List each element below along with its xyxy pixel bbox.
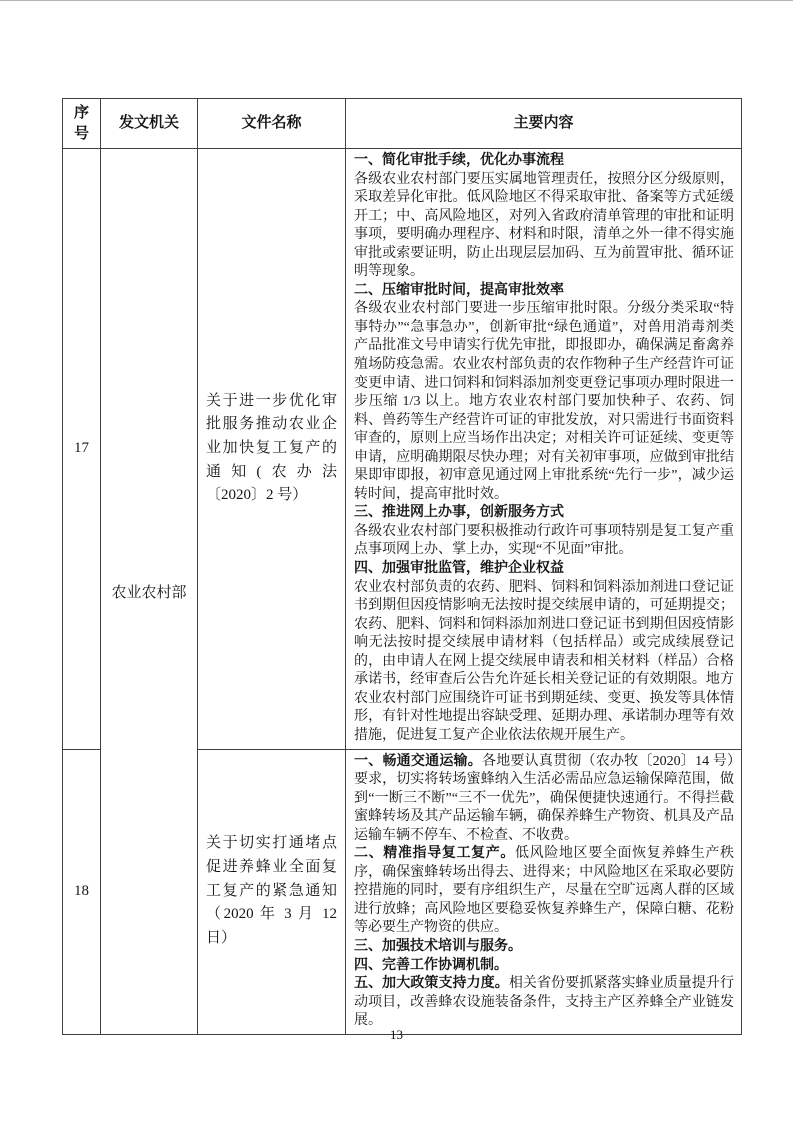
content-paragraph: 农业农村部负责的农药、肥料、饲料和饲料添加剂进口登记证书到期但因疫情影响无法按时提交续展申请的，可延期提交；农药、肥料、饲料和饲料添加剂进口登记证书到期但因疫情影响无法按时提交续展申请材料（包括样品）或完成续展登记的，由申请人在网上提交续展申请表和相关材料（样品）合格承诺书，经审查后公告允许延长相关登记证的有效期限。地方农业农村部门应围绕许可证书到期延续、变更、换发等具体情形，有针对性地提出容缺受理、延期办理、承诺制办理等有效措施，促进复工复产企业依法依规开展生产。 (354, 579, 734, 743)
content-paragraph (354, 957, 734, 976)
column-header-content: 主要内容 (346, 99, 742, 149)
column-header-no: 序号 (63, 99, 101, 149)
table-header-row (63, 99, 742, 149)
content-paragraph: 二、精准指导复工复产。低风险地区要全面恢复养蜂生产秩序，确保蜜蜂转场出得去、进得来；中风险地区在采取必要防控措施的同时，要有序组织生产，尽量在空旷远离人群的区域进行放蜂；高风险地区要稳妥恢复养蜂生产，保障白糖、花粉等必要生产物资的供应。 (354, 846, 735, 936)
main-content (346, 149, 742, 750)
content-paragraph: 一、畅通交通运输。各地要认真贯彻（农办牧〔2020〕14 号）要求，切实将转场蜜蜂纳入生活必需品应急运输保障范围，做到“一断三不断”“三不一优先”，确保便捷快速通行。不得拦截蜜蜂转场及其产品运输车辆，确保养蜂生产物资、机具及产品运输车辆不停车、不检查、不收费。 (354, 753, 735, 843)
column-header-agency: 发文机关 (101, 99, 198, 149)
content-paragraph (354, 152, 734, 171)
content-paragraph (354, 504, 734, 523)
document-name: 关于切实打通堵点促进养蜂业全面复工复产的紧急通知（2020 年 3 月 12 日） (198, 749, 346, 1034)
section-heading: 五、加大政策支持力度。 (354, 976, 509, 992)
table-row (63, 149, 742, 750)
section-heading: 二、精准指导复工复产。 (354, 846, 516, 862)
document-name: 关于进一步优化审批服务推动农业企业加快复工复产的通知(农办法〔2020〕2 号） (198, 149, 346, 750)
content-paragraph (354, 560, 734, 579)
column-header-doc-name: 文件名称 (198, 99, 346, 149)
issuing-agency: 农业农村部 (101, 149, 198, 1035)
section-heading: 三、推进网上办事，创新服务方式 (354, 505, 564, 521)
row-number: 17 (63, 149, 101, 750)
content-paragraph: 各级农业农村部门要进一步压缩审批时限。分级分类采取“特事特办”“急事急办”，创新审批“绿色通道”，对兽用消毒剂类产品批准文号申请实行优先审批，即报即办，确保满足畜禽养殖场防疫急需。农业农村部负责的农作物种子生产经营许可证变更申请、进口饲料和饲料添加剂变更登记事项办理时限进一步压缩 1/3 以上。地方农业农村部门要加快种子、农药、饲料、兽药等生产经营许可证的审批发放，对只需进行书面资料审查的，原则上应当场作出决定；对相关许可证延续、变更等申请，应明确期限尽快办理；对有关初审事项，应做到审批结果即审即报，初审意见通过网上审批系统“先行一步”，减少运转时间，提高审批时效。 (354, 301, 734, 502)
page-number: 13 (390, 1027, 403, 1042)
content-paragraph (354, 282, 734, 301)
section-heading: 四、完善工作协调机制。 (354, 957, 508, 973)
content-paragraph: 五、加大政策支持力度。相关省份要抓紧落实蜂业质量提升行动项目，改善蜂农设施装备条件，支持主产区养蜂全产业链发展。 (354, 976, 735, 1029)
section-heading: 一、畅通交通运输。 (354, 753, 482, 769)
section-heading: 一、简化审批手续，优化办事流程 (354, 153, 564, 168)
content-paragraph: 各级农业农村部门要压实属地管理责任，按照分区分级原则，采取差异化审批。低风险地区不得采取审批、备案等方式延缓开工；中、高风险地区，对列入省政府清单管理的审批和证明事项，要明确办理程序、材料和时限，清单之外一律不得实施审批或索要证明，防止出现层层加码、互为前置审批、循环证明等现象。 (354, 171, 734, 280)
content-paragraph: 各级农业农村部门要积极推动行政许可事项特别是复工复产重点事项网上办、掌上办，实现“不见面”审批。 (354, 523, 734, 558)
row-number: 18 (63, 749, 101, 1034)
document-index-table (62, 98, 742, 1035)
content-paragraph (354, 938, 734, 957)
section-heading: 二、压缩审批时间，提高审批效率 (354, 282, 564, 298)
main-content (346, 749, 742, 1034)
section-heading: 三、加强技术培训与服务。 (354, 938, 522, 954)
section-heading: 四、加强审批监管，维护企业权益 (354, 561, 564, 577)
